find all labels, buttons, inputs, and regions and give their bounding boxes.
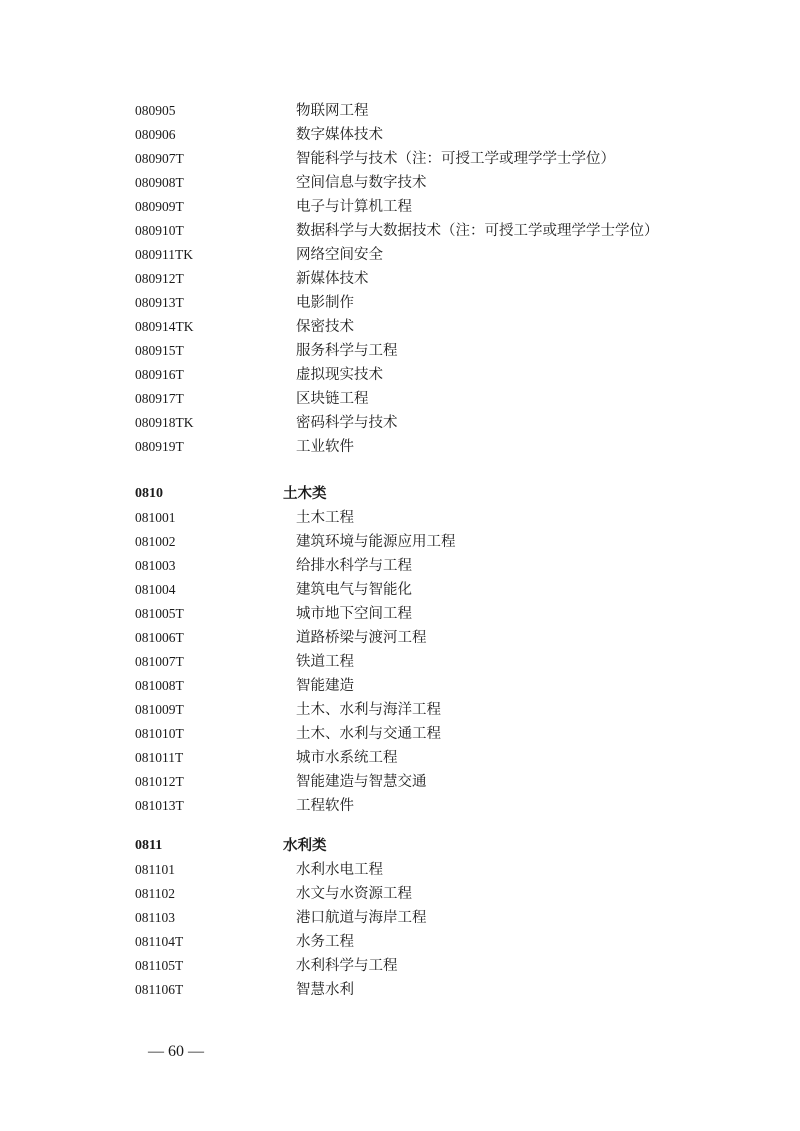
page-number: — 60 — [148, 1043, 204, 1060]
major-row [135, 930, 735, 954]
major-row [135, 506, 735, 530]
major-code: 080910T [135, 223, 184, 238]
major-list [135, 858, 735, 1002]
major-name: 土木、水利与海洋工程 [296, 702, 441, 718]
major-code: 081012T [135, 774, 184, 789]
category-name: 土木类 [283, 485, 327, 502]
major-name: 数字媒体技术 [296, 127, 383, 143]
major-name: 建筑电气与智能化 [296, 582, 412, 598]
major-row [135, 243, 735, 267]
major-code: 080919T [135, 439, 184, 454]
major-row [135, 291, 735, 315]
major-name: 电影制作 [296, 295, 354, 311]
major-code: 080917T [135, 391, 184, 406]
major-code: 081011T [135, 750, 184, 765]
major-code: 081106T [135, 982, 184, 997]
major-row [135, 578, 735, 602]
major-code: 081009T [135, 702, 184, 717]
major-name: 智能建造 [296, 678, 354, 694]
major-code: 081001 [135, 510, 176, 525]
major-name: 水文与水资源工程 [296, 886, 412, 902]
category-name: 水利类 [283, 837, 327, 854]
section-0810 [135, 482, 735, 818]
major-code: 080909T [135, 199, 184, 214]
major-row [135, 219, 735, 243]
major-code: 080912T [135, 271, 184, 286]
major-row [135, 195, 735, 219]
major-row [135, 698, 735, 722]
major-row [135, 770, 735, 794]
major-code: 081005T [135, 606, 184, 621]
major-row [135, 435, 735, 459]
major-code: 080918TK [135, 415, 194, 430]
category-code: 0811 [135, 838, 163, 853]
major-code: 081006T [135, 630, 184, 645]
major-name: 物联网工程 [296, 103, 369, 119]
major-name: 网络空间安全 [296, 247, 383, 263]
major-code: 081103 [135, 910, 175, 925]
major-row [135, 602, 735, 626]
major-name: 土木、水利与交通工程 [296, 726, 441, 742]
major-row [135, 722, 735, 746]
major-row [135, 315, 735, 339]
major-code: 080913T [135, 295, 184, 310]
major-row [135, 882, 735, 906]
major-name: 铁道工程 [296, 654, 354, 670]
major-name: 水利科学与工程 [296, 958, 398, 974]
major-name: 智能科学与技术（注：可授工学或理学学士学位） [296, 151, 615, 167]
major-code: 081101 [135, 862, 175, 877]
major-code: 080907T [135, 151, 184, 166]
major-row [135, 267, 735, 291]
major-name: 港口航道与海岸工程 [296, 910, 427, 926]
major-row [135, 626, 735, 650]
category-code: 0810 [135, 486, 163, 501]
section-0809-continued [135, 99, 735, 459]
major-row [135, 674, 735, 698]
section-0811 [135, 834, 735, 1002]
major-name: 智慧水利 [296, 982, 354, 998]
major-code: 080916T [135, 367, 184, 382]
major-row [135, 530, 735, 554]
major-name: 城市地下空间工程 [296, 606, 412, 622]
major-code: 081003 [135, 558, 176, 573]
major-list [135, 99, 735, 459]
major-code: 080911TK [135, 247, 193, 262]
major-name: 数据科学与大数据技术（注：可授工学或理学学士学位） [296, 223, 659, 239]
major-name: 密码科学与技术 [296, 415, 398, 431]
major-name: 水利水电工程 [296, 862, 383, 878]
major-row [135, 147, 735, 171]
major-row [135, 794, 735, 818]
major-row [135, 411, 735, 435]
major-name: 智能建造与智慧交通 [296, 774, 427, 790]
major-row [135, 954, 735, 978]
major-name: 土木工程 [296, 510, 354, 526]
major-row [135, 746, 735, 770]
major-name: 电子与计算机工程 [296, 199, 412, 215]
major-code: 081104T [135, 934, 184, 949]
major-code: 081007T [135, 654, 184, 669]
major-row [135, 171, 735, 195]
major-row [135, 978, 735, 1002]
major-code: 080908T [135, 175, 184, 190]
major-name: 虚拟现实技术 [296, 367, 383, 383]
major-list [135, 506, 735, 818]
major-name: 建筑环境与能源应用工程 [296, 534, 456, 550]
major-name: 工程软件 [296, 798, 354, 814]
major-row [135, 99, 735, 123]
major-name: 城市水系统工程 [296, 750, 398, 766]
major-code: 081102 [135, 886, 175, 901]
major-row [135, 554, 735, 578]
major-row [135, 906, 735, 930]
major-row [135, 387, 735, 411]
major-code: 081004 [135, 582, 176, 597]
category-heading [135, 834, 735, 858]
major-code: 081105T [135, 958, 184, 973]
major-name: 道路桥梁与渡河工程 [296, 630, 427, 646]
major-code: 081002 [135, 534, 176, 549]
major-row [135, 650, 735, 674]
major-name: 区块链工程 [296, 391, 369, 407]
major-name: 水务工程 [296, 934, 354, 950]
major-code: 080914TK [135, 319, 194, 334]
major-row [135, 339, 735, 363]
major-row [135, 123, 735, 147]
category-heading [135, 482, 735, 506]
major-code: 081010T [135, 726, 184, 741]
major-name: 服务科学与工程 [296, 343, 398, 359]
major-row [135, 363, 735, 387]
major-name: 保密技术 [296, 319, 354, 335]
major-code: 081008T [135, 678, 184, 693]
major-code: 080915T [135, 343, 184, 358]
major-code: 081013T [135, 798, 184, 813]
major-name: 工业软件 [296, 439, 354, 455]
major-name: 新媒体技术 [296, 271, 369, 287]
major-code: 080905 [135, 103, 176, 118]
major-code: 080906 [135, 127, 176, 142]
major-name: 空间信息与数字技术 [296, 175, 427, 191]
major-name: 给排水科学与工程 [296, 558, 412, 574]
major-row [135, 858, 735, 882]
